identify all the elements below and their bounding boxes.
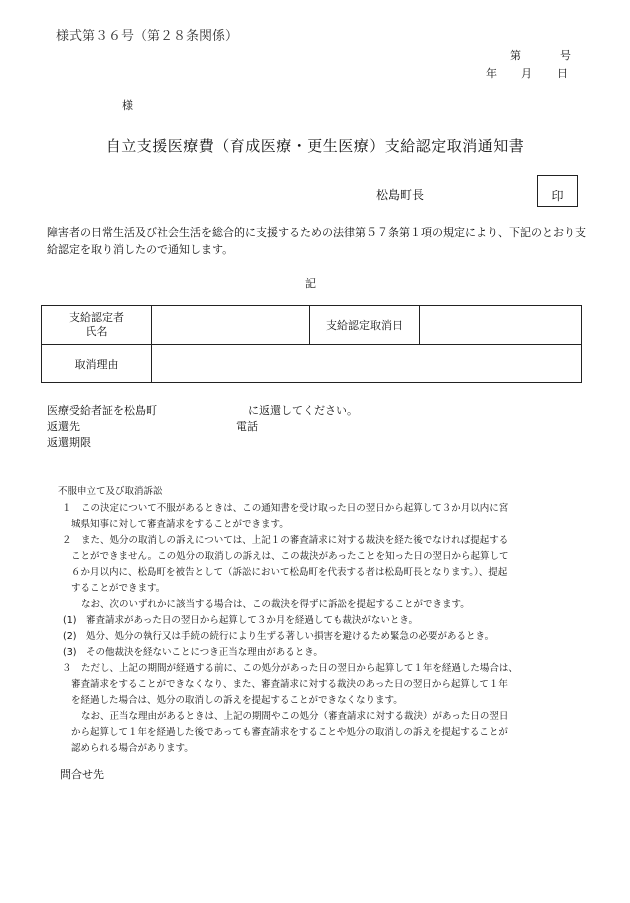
return-deadline-label: 返還期限 bbox=[47, 436, 91, 449]
contact-label: 問合せ先 bbox=[60, 768, 104, 781]
appeal-line: なお、次のいずれかに該当する場合は、この裁決を得ずに訴訟を提起することができます。 bbox=[81, 599, 470, 610]
addressee-suffix: 様 bbox=[122, 99, 133, 112]
date-year: 年 bbox=[486, 67, 497, 80]
cancellation-table bbox=[41, 305, 582, 383]
recipient-name-label-2: 氏名 bbox=[85, 325, 108, 338]
return-instruction-b: に返還してください。 bbox=[248, 404, 358, 417]
recipient-name-label bbox=[42, 306, 152, 345]
document-title: 自立支援医療費（育成医療・更生医療）支給認定取消通知書 bbox=[105, 137, 525, 155]
return-instruction-a: 医療受給者証を松島町 bbox=[47, 404, 157, 417]
cancel-date-value bbox=[420, 306, 582, 345]
appeal-line: (1) 審査請求があった日の翌日から起算して３か月を経過しても裁決がないとき。 bbox=[63, 615, 418, 626]
seal-label: 印 bbox=[551, 188, 564, 203]
seal-box bbox=[537, 175, 578, 207]
issuer-name: 松島町長 bbox=[376, 188, 425, 202]
appeal-line: (2) 処分、処分の執行又は手続の続行により生ずる著しい損害を避けるため緊急の必要があるとき。 bbox=[63, 631, 495, 642]
recipient-name-value bbox=[152, 306, 310, 345]
appeal-line: (3) その他裁決を経ないことにつき正当な理由があるとき。 bbox=[63, 647, 323, 658]
doc-number-dai: 第 bbox=[510, 49, 521, 62]
appeal-line: ２ また、処分の取消しの訴えについては、上記１の審査請求に対する裁決を経た後でなければ提起する bbox=[62, 535, 509, 546]
doc-number-go: 号 bbox=[560, 49, 571, 62]
notice-body: 障害者の日常生活及び社会生活を総合的に支援するための法律第５７条第１項の規定により、下記のとおり支給認定を取り消したので通知します。 bbox=[47, 226, 586, 256]
date-day: 日 bbox=[557, 67, 568, 80]
appeal-line: 認められる場合があります。 bbox=[71, 743, 194, 754]
date-month: 月 bbox=[521, 67, 532, 80]
cancel-date-label: 支給認定取消日 bbox=[310, 306, 420, 345]
appeal-line: ６か月以内に、松島町を被告として（訴訟において松島町を代表する者は松島町長となります。）、提起 bbox=[71, 567, 508, 578]
appeal-line: から起算して１年を経過した後であっても審査請求をすることや処分の取消しの訴えを提起することが bbox=[71, 727, 508, 738]
appeal-line: ３ ただし、上記の期間が経過する前に、この処分があった日の翌日から起算して１年を経過した場合は、 bbox=[62, 663, 518, 674]
form-number: 様式第３６号（第２８条関係） bbox=[56, 29, 239, 44]
reason-value bbox=[152, 345, 582, 383]
ki-heading: 記 bbox=[305, 277, 316, 290]
recipient-name-label-1: 支給認定者 bbox=[69, 311, 124, 324]
appeal-line: 城県知事に対して審査請求をすることができます。 bbox=[71, 519, 289, 530]
appeal-line: 審査請求をすることができなくなり、また、審査請求に対する裁決のあった日の翌日から起算して１年 bbox=[71, 679, 508, 690]
phone-label: 電話 bbox=[236, 420, 258, 433]
appeal-line: なお、正当な理由があるときは、上記の期間やこの処分（審査請求に対する裁決）があった日の翌日 bbox=[81, 711, 509, 722]
appeal-line: ことができません。この処分の取消しの訴えは、この裁決があったことを知った日の翌日から起算して bbox=[71, 551, 509, 562]
appeal-line: を経過した場合は、処分の取消しの訴えを提起することができなくなります。 bbox=[71, 695, 403, 706]
appeal-line: １ この決定について不服があるときは、この通知書を受け取った日の翌日から起算して３か月以内に宮 bbox=[62, 503, 509, 514]
return-destination-label: 返還先 bbox=[47, 420, 80, 433]
appeal-line: することができます。 bbox=[71, 583, 166, 594]
reason-label: 取消理由 bbox=[42, 345, 152, 383]
appeal-heading: 不服申立て及び取消訴訟 bbox=[58, 486, 163, 497]
